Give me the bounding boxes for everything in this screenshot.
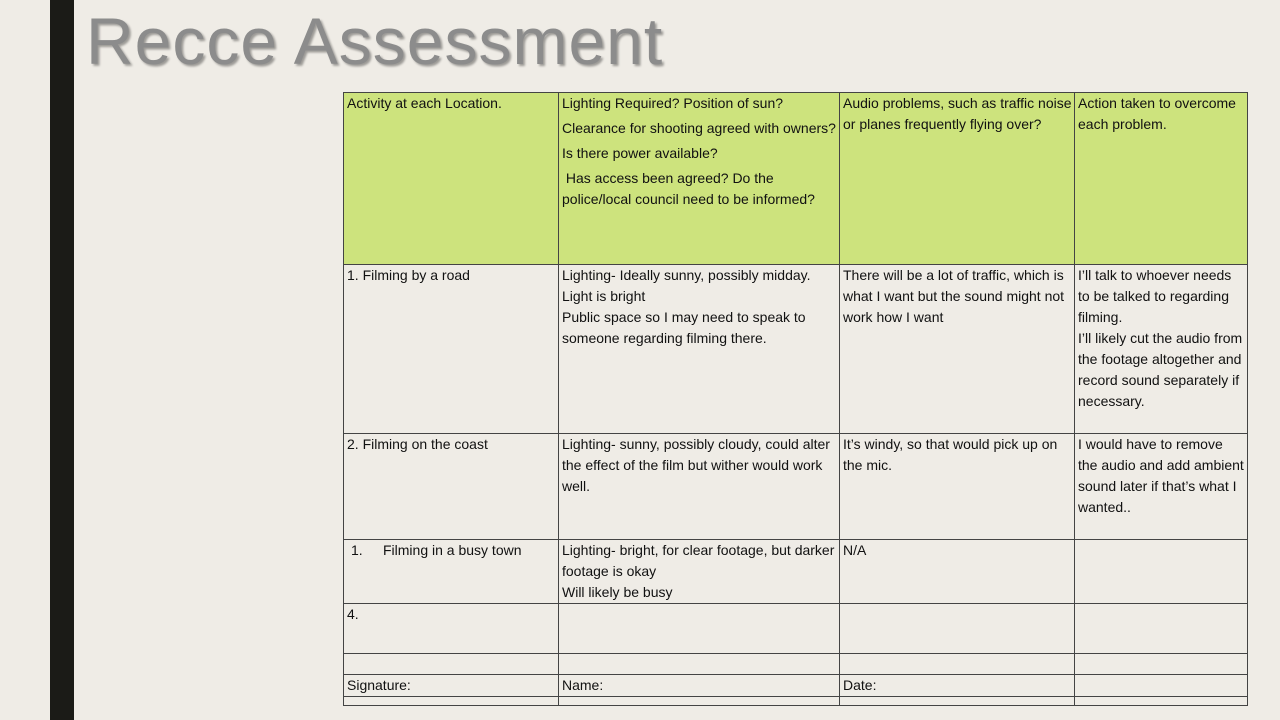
header-lighting-line: Is there power available? [562,145,718,161]
audio-cell: There will be a lot of traffic, which is what I want but the sound might not work how I want [840,265,1075,434]
lighting-cell: Lighting- Ideally sunny, possibly midday. Light is bright Public space so I may need to speak to someone regarding filming there. [559,265,840,434]
table-row [344,540,1248,604]
lighting-cell: Lighting- bright, for clear footage, but darker footage is okay Will likely be busy [559,540,840,604]
activity-cell: 4. [344,604,559,654]
recce-table [343,92,1248,706]
audio-cell: It’s windy, so that would pick up on the mic. [840,434,1075,540]
signature-cell: Signature: [344,675,559,697]
side-accent-bar [50,0,74,720]
activity-cell [344,540,559,604]
action-cell: I would have to remove the audio and add ambient sound later if that’s what I wanted.. [1075,434,1248,540]
header-lighting [559,93,840,265]
slide-title: Recce Assessment [86,4,664,78]
activity-number: 1. [351,542,363,558]
action-cell [1075,604,1248,654]
table-row [344,434,1248,540]
lighting-cell [559,604,840,654]
activity-label: Filming in a busy town [383,542,522,558]
date-cell: Date: [840,675,1075,697]
activity-cell: 1. Filming by a road [344,265,559,434]
table-spacer-row [344,654,1248,675]
table-header-row [344,93,1248,265]
header-activity: Activity at each Location. [344,93,559,265]
action-cell [1075,540,1248,604]
audio-cell: N/A [840,540,1075,604]
audio-cell [840,604,1075,654]
header-audio: Audio problems, such as traffic noise or planes frequently flying over? [840,93,1075,265]
lighting-cell: Lighting- sunny, possibly cloudy, could alter the effect of the film but wither would work well. [559,434,840,540]
header-lighting-line: Clearance for shooting agreed with owners? [562,120,836,136]
name-cell: Name: [559,675,840,697]
table-spacer-row [344,697,1248,706]
header-lighting-line: Has access been agreed? Do the police/local council need to be informed? [562,170,815,207]
signature-row [344,675,1248,697]
header-action: Action taken to overcome each problem. [1075,93,1248,265]
action-cell: I’ll talk to whoever needs to be talked to regarding filming. I’ll likely cut the audio from the footage altogether and record sound separately if necessary. [1075,265,1248,434]
table-row [344,604,1248,654]
table-row [344,265,1248,434]
header-lighting-line: Lighting Required? Position of sun? [562,95,784,111]
activity-cell: 2. Filming on the coast [344,434,559,540]
